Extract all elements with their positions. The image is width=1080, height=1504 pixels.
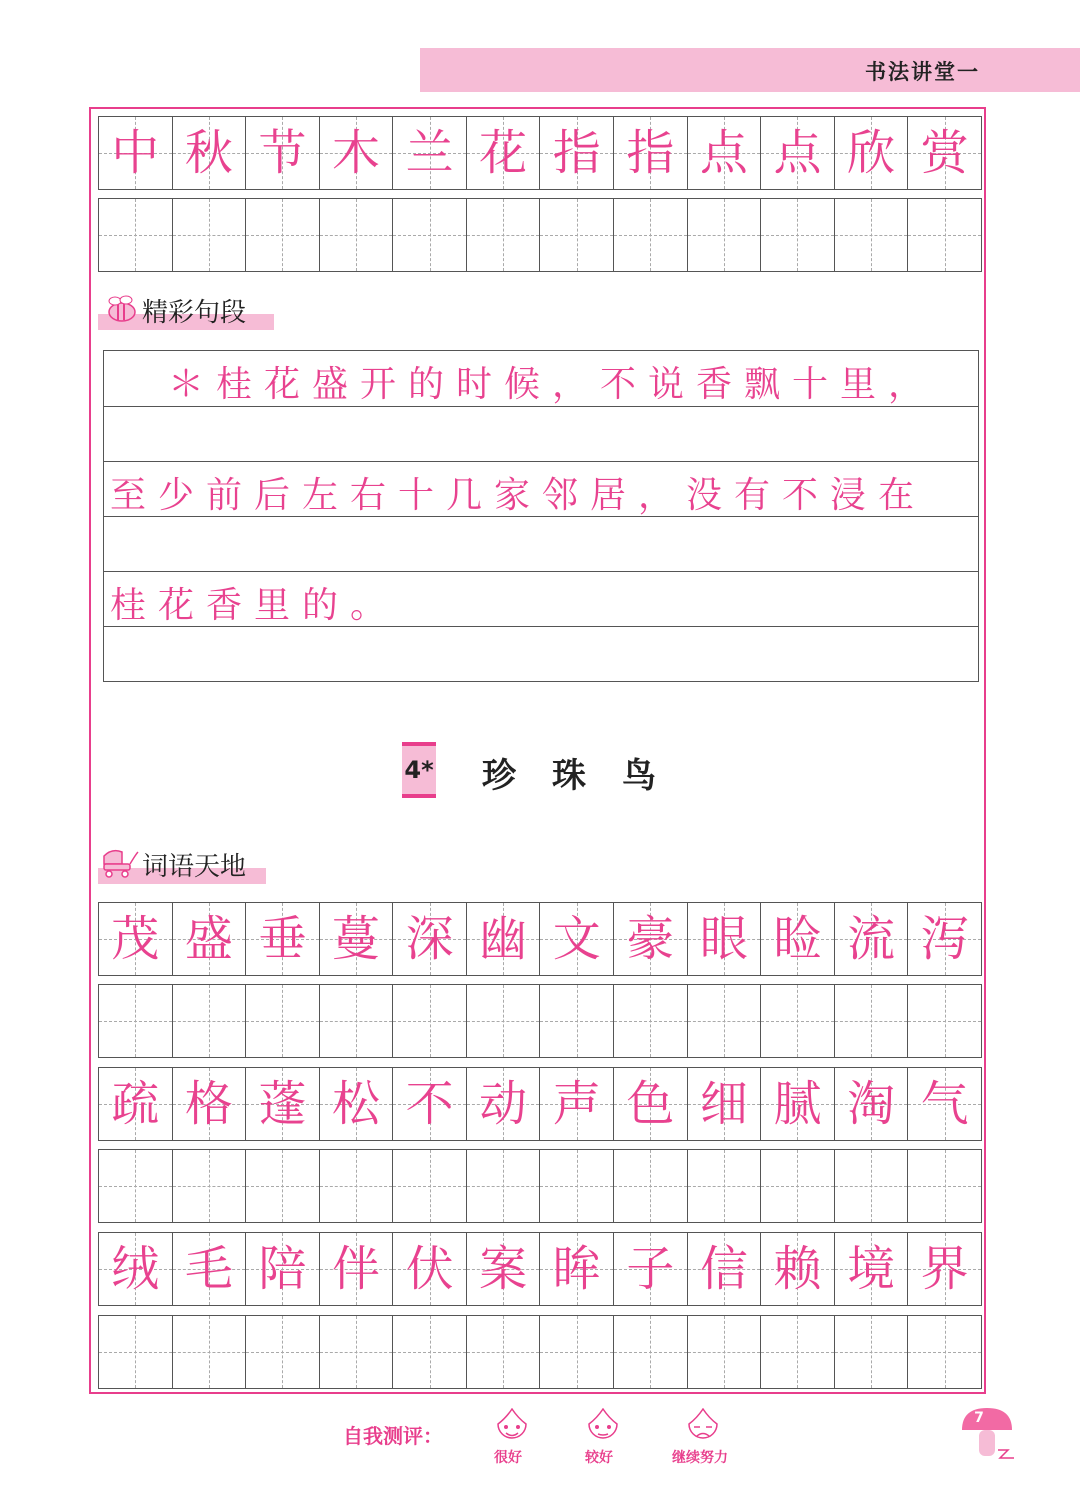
text-line — [104, 461, 978, 516]
writing-cell[interactable] — [467, 199, 541, 271]
character-cell — [688, 1068, 762, 1140]
character: 细 — [699, 1076, 748, 1132]
character-cell — [761, 903, 835, 975]
character: 毛 — [184, 1241, 233, 1297]
header-bar — [420, 48, 1080, 92]
character: 节 — [258, 125, 307, 181]
character: 疏 — [111, 1076, 160, 1132]
character: 秋 — [184, 125, 233, 181]
writing-cell[interactable] — [320, 1150, 394, 1222]
character: 幽 — [479, 911, 528, 967]
character: 点 — [773, 125, 822, 181]
self-eval-label: 自我测评： — [343, 1424, 443, 1448]
character: 格 — [184, 1076, 233, 1132]
character-cell — [393, 1233, 467, 1305]
practice-row — [98, 1149, 982, 1223]
character: 睑 — [773, 911, 822, 967]
character: 豪 — [626, 911, 675, 967]
header-title: 书法讲堂一 — [865, 60, 980, 84]
sentence-line: 桂花香里的。 — [110, 585, 399, 626]
character: 兰 — [405, 125, 454, 181]
writing-cell[interactable] — [467, 985, 541, 1057]
character: 赏 — [920, 125, 969, 181]
writing-cell[interactable] — [540, 1316, 614, 1388]
writing-cell[interactable] — [835, 199, 909, 271]
character-cell — [246, 1233, 320, 1305]
rating-label: 较好 — [585, 1450, 613, 1466]
writing-cell[interactable] — [688, 1150, 762, 1222]
rating-label: 继续努力 — [672, 1450, 728, 1466]
character: 欣 — [847, 125, 896, 181]
section-title: 精彩句段 — [142, 298, 247, 328]
character-cell — [835, 903, 909, 975]
character: 松 — [332, 1076, 381, 1132]
character-cell — [320, 903, 394, 975]
writing-cell[interactable] — [393, 1150, 467, 1222]
character: 眸 — [552, 1241, 601, 1297]
writing-cell[interactable] — [173, 1316, 247, 1388]
character: 泻 — [920, 911, 969, 967]
sad-face-icon[interactable] — [683, 1408, 723, 1442]
writing-cell[interactable] — [99, 985, 173, 1057]
character: 色 — [626, 1076, 675, 1132]
character-cell — [173, 117, 247, 189]
character-cell — [393, 903, 467, 975]
writing-cell[interactable] — [99, 1150, 173, 1222]
character-cell — [540, 1068, 614, 1140]
writing-cell[interactable] — [320, 985, 394, 1057]
sentence-line: 至少前后左右十几家邻居，没有不浸在 — [110, 475, 927, 516]
character-cell — [467, 117, 541, 189]
character: 文 — [552, 911, 601, 967]
blank-line — [104, 626, 978, 681]
character: 蓬 — [258, 1076, 307, 1132]
character: 蔓 — [332, 911, 381, 967]
character-cell — [467, 903, 541, 975]
character: 赖 — [773, 1241, 822, 1297]
character-cell — [835, 117, 909, 189]
section-title: 词语天地 — [142, 852, 247, 882]
writing-cell[interactable] — [761, 199, 835, 271]
writing-cell[interactable] — [540, 1150, 614, 1222]
character: 声 — [552, 1076, 601, 1132]
character: 气 — [920, 1076, 969, 1132]
writing-cell[interactable] — [761, 1316, 835, 1388]
character: 腻 — [773, 1076, 822, 1132]
character-cell — [99, 903, 173, 975]
character-cell — [688, 117, 762, 189]
writing-cell[interactable] — [99, 199, 173, 271]
character: 子 — [626, 1241, 675, 1297]
lesson-number-badge — [402, 742, 436, 798]
character: 中 — [111, 125, 160, 181]
character-cell — [246, 1068, 320, 1140]
writing-cell[interactable] — [173, 1150, 247, 1222]
writing-cell[interactable] — [173, 985, 247, 1057]
character: 深 — [405, 911, 454, 967]
sentence-line: ＊桂花盛开的时候，不说香飘十里， — [168, 364, 937, 405]
character-cell — [320, 117, 394, 189]
lesson-number: 4* — [404, 756, 434, 784]
character: 绒 — [111, 1241, 160, 1297]
character: 眼 — [699, 911, 748, 967]
character-cell — [393, 117, 467, 189]
character-cell — [761, 1068, 835, 1140]
character-cell — [99, 1068, 173, 1140]
section-tag-words — [98, 846, 270, 884]
neutral-face-icon[interactable] — [583, 1408, 623, 1442]
writing-cell[interactable] — [393, 199, 467, 271]
character-cell — [99, 1233, 173, 1305]
writing-cell[interactable] — [246, 199, 320, 271]
writing-cell[interactable] — [99, 1316, 173, 1388]
writing-cell[interactable] — [467, 1150, 541, 1222]
character-cell — [246, 903, 320, 975]
character: 垂 — [258, 911, 307, 967]
character: 陪 — [258, 1241, 307, 1297]
character-row — [98, 902, 982, 976]
writing-cell[interactable] — [835, 1316, 909, 1388]
character: 指 — [626, 125, 675, 181]
writing-cell[interactable] — [246, 1316, 320, 1388]
character: 木 — [332, 125, 381, 181]
text-line — [104, 571, 978, 626]
writing-cell[interactable] — [393, 985, 467, 1057]
practice-row — [98, 984, 982, 1058]
character: 界 — [920, 1241, 969, 1297]
character-cell — [246, 117, 320, 189]
writing-cell[interactable] — [173, 199, 247, 271]
character-cell — [540, 903, 614, 975]
character: 指 — [552, 125, 601, 181]
writing-cell[interactable] — [246, 985, 320, 1057]
character-cell — [614, 1068, 688, 1140]
character-row — [98, 1067, 982, 1141]
smile-face-icon[interactable] — [492, 1408, 532, 1442]
lesson-name: 珍珠鸟 — [482, 756, 692, 796]
character: 案 — [479, 1241, 528, 1297]
writing-cell[interactable] — [688, 1316, 762, 1388]
writing-cell[interactable] — [540, 985, 614, 1057]
character-cell — [320, 1068, 394, 1140]
writing-cell[interactable] — [688, 199, 762, 271]
character: 境 — [847, 1241, 896, 1297]
writing-cell[interactable] — [540, 199, 614, 271]
character-cell — [761, 117, 835, 189]
character-cell — [540, 117, 614, 189]
character-cell — [173, 903, 247, 975]
character-cell — [908, 1068, 981, 1140]
writing-cell[interactable] — [908, 1150, 981, 1222]
writing-cell[interactable] — [835, 985, 909, 1057]
character-cell — [908, 1233, 981, 1305]
character: 信 — [699, 1241, 748, 1297]
writing-cell[interactable] — [614, 1316, 688, 1388]
character-cell — [835, 1233, 909, 1305]
practice-row — [98, 198, 982, 272]
character-cell — [908, 903, 981, 975]
sentence-box — [103, 350, 979, 682]
character-row — [98, 1232, 982, 1306]
writing-cell[interactable] — [908, 985, 981, 1057]
character: 伴 — [332, 1241, 381, 1297]
writing-cell[interactable] — [908, 1316, 981, 1388]
text-line — [104, 351, 978, 406]
character-cell — [835, 1068, 909, 1140]
writing-cell[interactable] — [908, 199, 981, 271]
practice-row — [98, 1315, 982, 1389]
character: 茂 — [111, 911, 160, 967]
writing-cell[interactable] — [614, 985, 688, 1057]
character-row — [98, 116, 982, 190]
writing-cell[interactable] — [761, 985, 835, 1057]
writing-cell[interactable] — [761, 1150, 835, 1222]
character: 动 — [479, 1076, 528, 1132]
character-cell — [467, 1233, 541, 1305]
character-cell — [173, 1233, 247, 1305]
writing-cell[interactable] — [467, 1316, 541, 1388]
writing-cell[interactable] — [614, 1150, 688, 1222]
blank-line — [104, 406, 978, 461]
writing-cell[interactable] — [246, 1150, 320, 1222]
character-cell — [320, 1233, 394, 1305]
character: 流 — [847, 911, 896, 967]
section-tag-sentences — [98, 292, 278, 330]
character: 淘 — [847, 1076, 896, 1132]
bee-icon — [100, 294, 140, 324]
writing-cell[interactable] — [614, 199, 688, 271]
blank-line — [104, 516, 978, 571]
writing-cell[interactable] — [320, 199, 394, 271]
character-cell — [467, 1068, 541, 1140]
character-cell — [908, 117, 981, 189]
writing-cell[interactable] — [320, 1316, 394, 1388]
stroller-icon — [100, 848, 140, 878]
character-cell — [173, 1068, 247, 1140]
character: 点 — [699, 125, 748, 181]
character-cell — [99, 117, 173, 189]
character-cell — [688, 1233, 762, 1305]
character-cell — [761, 1233, 835, 1305]
writing-cell[interactable] — [835, 1150, 909, 1222]
character-cell — [688, 903, 762, 975]
page-number: 7 — [974, 1410, 984, 1426]
character-cell — [540, 1233, 614, 1305]
character-cell — [614, 903, 688, 975]
character: 伏 — [405, 1241, 454, 1297]
character: 不 — [405, 1076, 454, 1132]
character: 花 — [479, 125, 528, 181]
character-cell — [614, 117, 688, 189]
rating-label: 很好 — [494, 1450, 522, 1466]
character: 盛 — [184, 911, 233, 967]
writing-cell[interactable] — [688, 985, 762, 1057]
writing-cell[interactable] — [393, 1316, 467, 1388]
character-cell — [614, 1233, 688, 1305]
character-cell — [393, 1068, 467, 1140]
